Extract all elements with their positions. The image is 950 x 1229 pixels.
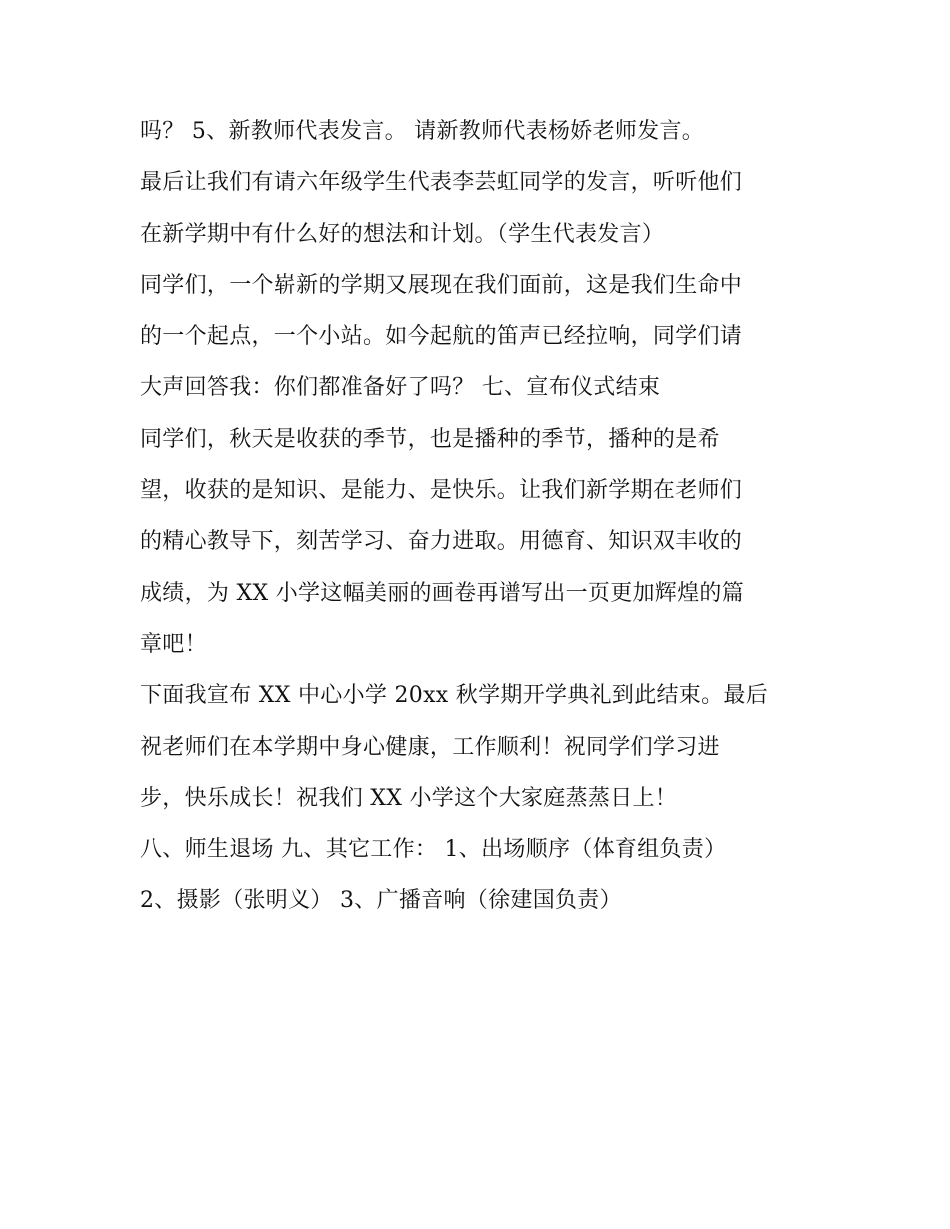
text-line: 在新学期中有什么好的想法和计划。（学生代表发言） xyxy=(140,221,665,247)
text-line: 2、摄影（张明义） 3、广播音响（徐建国负责） xyxy=(140,888,622,914)
text-line: 下面我宣布 XX 中心小学 20xx 秋学期开学典礼到此结束。最后 xyxy=(140,683,769,709)
text-line: 的一个起点，一个小站。如今起航的笛声已经拉响，同学们请 xyxy=(140,324,743,350)
text-line: 步，快乐成长！祝我们 XX 小学这个大家庭蒸蒸日上！ xyxy=(140,785,678,811)
text-line: 的精心教导下，刻苦学习、奋力进取。用德育、知识双丰收的 xyxy=(140,529,743,555)
text-line: 同学们，一个崭新的学期又展现在我们面前，这是我们生命中 xyxy=(140,272,743,298)
text-line: 同学们，秋天是收获的季节，也是播种的季节，播种的是希 xyxy=(140,426,720,452)
text-line: 望，收获的是知识、是能力、是快乐。让我们新学期在老师们 xyxy=(140,478,743,504)
document-body xyxy=(140,106,820,927)
text-line: 大声回答我：你们都准备好了吗？ 七、宣布仪式结束 xyxy=(140,375,661,401)
text-line: 成绩，为 XX 小学这幅美丽的画卷再谱写出一页更加辉煌的篇 xyxy=(140,580,745,606)
text-line: 祝老师们在本学期中身心健康，工作顺利！祝同学们学习进 xyxy=(140,734,720,760)
text-line: 吗？ 5、新教师代表发言。 请新教师代表杨娇老师发言。 xyxy=(140,119,705,144)
text-line: 八、师生退场 九、其它工作： 1、出场顺序（体育组负责） xyxy=(140,837,727,863)
text-line: 章吧！ xyxy=(140,631,207,657)
text-line: 最后让我们有请六年级学生代表李芸虹同学的发言，听听他们 xyxy=(140,170,743,196)
